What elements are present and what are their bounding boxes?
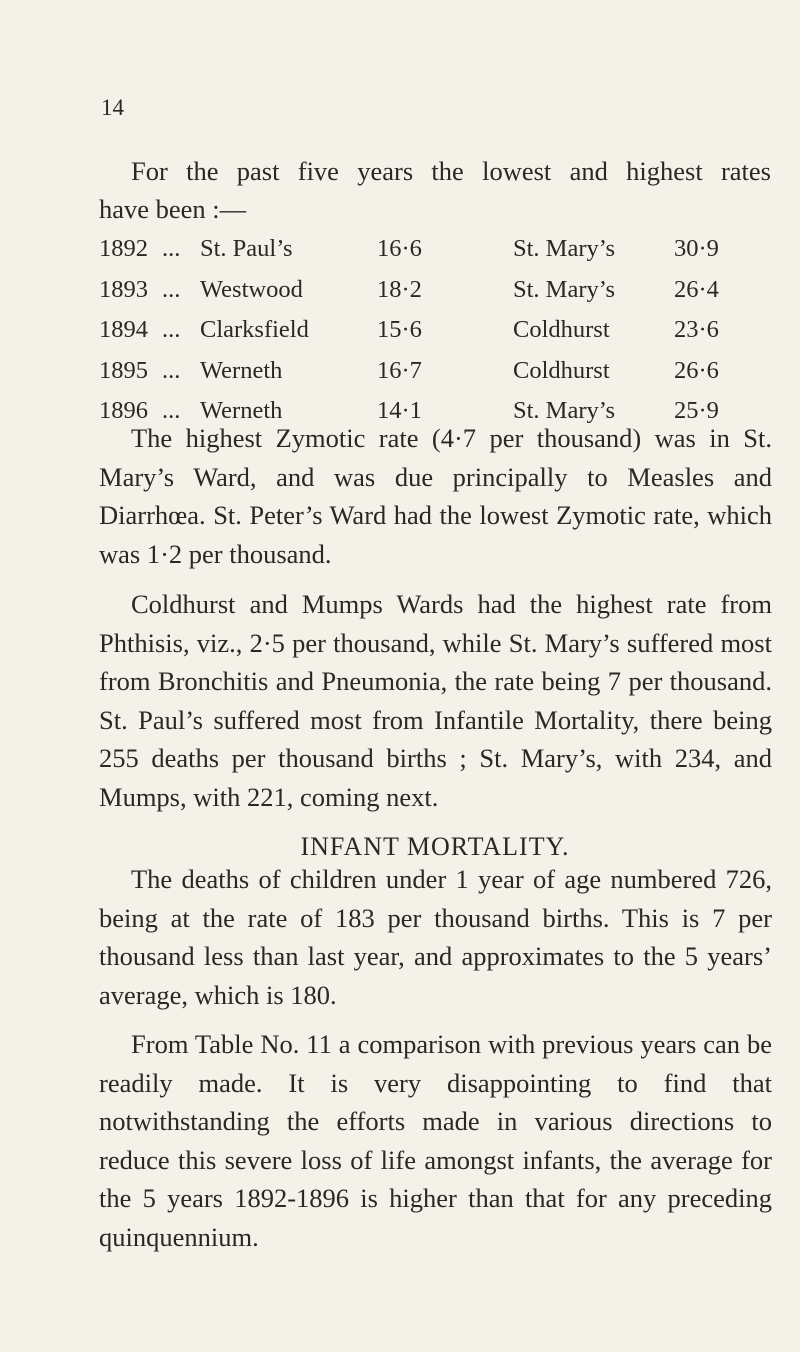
lowest-ward: Westwood [200, 275, 303, 303]
lowest-ward: Werneth [200, 356, 283, 384]
dot-leader: ... [162, 397, 181, 424]
lowest-ward: St. Paul’s [200, 235, 293, 262]
year: 1896 [99, 397, 148, 424]
highest-rate: 25·9 [674, 397, 719, 424]
highest-rate: 26·4 [674, 275, 719, 303]
zymotic-paragraph: The highest Zymotic rate (4·7 per thousand) was in St. Mary’s Ward, and was due principally to Measles and Diarrhœa. St. Peter’s Ward had the lowest Zymotic rate, which was 1·2 per thousand. [99, 423, 772, 569]
year: 1893 [99, 275, 148, 303]
rates-table [99, 230, 799, 433]
year: 1895 [99, 356, 148, 384]
year: 1894 [99, 316, 148, 343]
highest-rate: 23·6 [674, 316, 719, 343]
dot-leader: ... [162, 356, 181, 384]
intro-line-2: have been :— [99, 194, 247, 224]
intro-line-1: For the past five years the lowest and highest rates [131, 156, 771, 186]
highest-ward: St. Mary’s [513, 235, 616, 262]
highest-ward: Coldhurst [513, 356, 610, 384]
highest-ward: St. Mary’s [513, 397, 616, 424]
lowest-rate: 14·1 [377, 397, 422, 424]
lowest-rate: 18·2 [377, 275, 422, 303]
highest-ward: Coldhurst [513, 316, 610, 343]
page-number: 14 [101, 95, 124, 120]
dot-leader: ... [162, 275, 181, 303]
year: 1892 [99, 235, 148, 262]
comparison-paragraph: From Table No. 11 a comparison with previous years can be readily made. It is very disappointing to find that notwithstanding the efforts made in various directions to reduce this severe loss of life amongst infants, the average for the 5 years 1892-1896 is higher than that for any preceding quinquennium. [99, 1029, 772, 1252]
lowest-rate: 16·6 [377, 235, 422, 262]
highest-rate: 30·9 [674, 235, 719, 262]
dot-leader: ... [162, 316, 181, 343]
section-heading: INFANT MORTALITY. [300, 832, 570, 861]
table-row [99, 352, 799, 393]
lowest-ward: Clarksfield [200, 316, 309, 343]
table-row [99, 230, 799, 271]
phthisis-paragraph: Coldhurst and Mumps Wards had the highest rate from Phthisis, viz., 2·5 per thousand, while St. Mary’s suffered most from Bronchitis and Pneumonia, the rate being 7 per thousand. St. Paul’s suffered most from Infantile Mortality, there being 255 deaths per thousand births ; St. Mary’s, with 234, and Mumps, with 221, coming next. [99, 589, 772, 812]
lowest-ward: Werneth [200, 397, 283, 424]
highest-rate: 26·6 [674, 356, 719, 384]
highest-ward: St. Mary’s [513, 275, 616, 303]
table-row [99, 271, 799, 312]
lowest-rate: 15·6 [377, 316, 422, 343]
table-row [99, 311, 799, 352]
dot-leader: ... [162, 235, 181, 262]
infant-deaths-paragraph: The deaths of children under 1 year of age numbered 726, being at the rate of 183 per thousand births. This is 7 per thousand less than last year, and approximates to the 5 years’ average, which is 180. [99, 864, 772, 1010]
lowest-rate: 16·7 [377, 356, 422, 384]
intro-text [99, 152, 771, 228]
